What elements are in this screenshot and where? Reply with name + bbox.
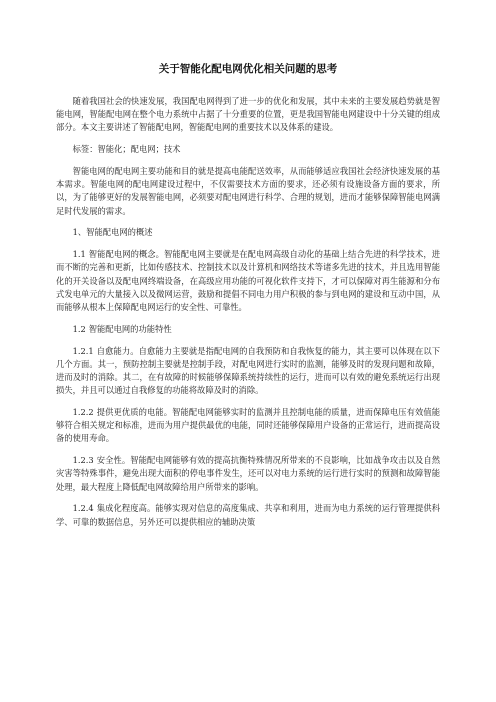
subsection-text: 自愈能力。自愈能力主要就是指配电网的自我预防和自我恢复的能力，其主要可以体现在以下几个方面。其一，预防控制主要就是控制手段，对配电网进行实时的监测，能够及时的发现问题和故障，进而及时的消除。其二，在有故障的时候能够保障系统持续性的运行，进而可以有效的避免系统运行出现损失，并且可以通过自我修复的功能将故障及时的消除。 (56, 345, 440, 396)
subsection-heading (56, 323, 440, 336)
subsection-paragraph (56, 248, 440, 314)
subsection-number: 1.2.1 (72, 345, 94, 356)
subsection-number: 1.1 (72, 249, 86, 260)
keywords-line: 标签：智能化；配电网；技术 (72, 144, 181, 155)
subsection-text: 智能配电网的概念。智能配电网主要就是在配电网高级自动化的基础上结合先进的科学技术，进而不断的完善和更新，比如传感技术、控制技术以及计算机和网络技术等诸多先进的技术，并且选用智能化的开关设备以及配电网终端设备，在高级应用功能的可视化软件支持下，才可以保障对再生能源和分布式发电单元的大量接入以及微网运营，鼓励和提倡不同电力用户积极的参与到电网的建设和互动中国，从而能够从根本上保障配电网运行的安全性、可靠性。 (56, 249, 440, 313)
subsection-number: 1.2.2 (72, 407, 94, 418)
subsection-number: 1.2 (72, 323, 86, 334)
section-heading: 1、智能配电网的概述 (72, 227, 153, 238)
document-title: 关于智能化配电网优化相关问题的思考 (158, 63, 338, 75)
subsection-text: 智能配电网的功能特性 (88, 323, 172, 334)
subsection-text: 集成化程度高。能够实现对信息的高度集成、共享和利用，进而为电力系统的运行管理提供科学、可靠的数据信息，另外还可以提供相应的辅助决策 (56, 503, 440, 527)
intro-paragraph: 智能电网的配电网主要功能和目的就是提高电能配送效率，从而能够适应我国社会经济快速发展的基本需求。智能电网的配电网建设过程中，不仅需要技术方面的要求，还必须有设施设备方面的要求，所以，为了能够更好的发展智能电网，必须要对配电网进行科学、合理的规划，进而才能够保障智能电网满足时代发展的需求。 (56, 166, 440, 216)
subsection-paragraph (56, 406, 440, 446)
subsection-number: 1.2.4 (72, 503, 94, 514)
abstract-paragraph: 随着我国社会的快速发展，我国配电网得到了进一步的优化和发展，其中未来的主要发展趋势就是智能电网，智能配电网在整个电力系统中占据了十分重要的位置，更是我国智能电网建设中十分关键的组成部分。本文主要讲述了智能配电网，智能配电网的重要技术以及体系的建设。 (56, 96, 440, 133)
subsection-number: 1.2.3 (72, 455, 94, 466)
subsection-text: 提供更优质的电能。智能配电网能够实时的监测并且控制电能的质量，进而保障电压有效值能够符合相关规定和标准，进而为用户提供最优的电能，同时还能够保障用户设备的正常运行，进而提高设备的使用寿命。 (56, 407, 440, 444)
subsection-paragraph (56, 454, 440, 494)
subsection-paragraph (56, 345, 440, 398)
subsection-paragraph (56, 502, 440, 528)
subsection-text: 安全性。智能配电网能够有效的提高抗衡特殊情况所带来的不良影响，比如战争攻击以及自然灾害等特殊事件，避免出现大面积的停电事件发生，还可以对电力系统的运行进行实时的预测和故障智能处理，最大程度上降低配电网故障给用户所带来的影响。 (56, 455, 440, 492)
